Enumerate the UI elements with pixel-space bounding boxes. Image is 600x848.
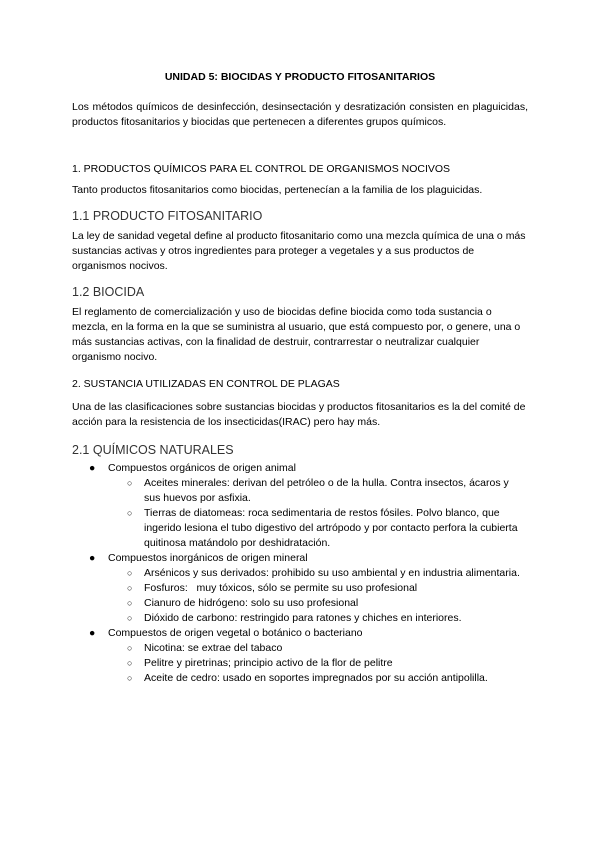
list-item-text: Fosfuros: muy tóxicos, sólo se permite su uso profesional [144, 582, 418, 594]
circle-bullet-icon: ○ [127, 643, 133, 653]
list-item-group [72, 626, 528, 686]
section-1-text: Tanto productos fitosanitarios como biocidas, pertenecían a la familia de los plaguicidas. [72, 184, 483, 196]
list-item [72, 506, 528, 551]
circle-bullet-icon: ○ [127, 478, 133, 488]
list-item-text: Aceite de cedro: usado en soportes impregnados por su acción antipolilla. [144, 672, 488, 684]
section-1-2-text: El reglamento de comercialización y uso de biocidas define biocida como toda sustancia o mezcla, en la forma en la que se suministra al usuario, que está compuesto por, o genere, una o más sustancias activas, con la finalidad de destruir, contrarrestar o neutralizar cualquier organismo nocivo. [72, 306, 521, 363]
circle-bullet-icon: ○ [127, 613, 133, 623]
list-item-text: Dióxido de carbono: restringido para ratones y chiches en interiores. [144, 612, 462, 624]
bullet-icon: ● [89, 462, 96, 474]
group-label: Compuestos inorgánicos de origen mineral [108, 552, 308, 564]
list-item [72, 476, 528, 506]
list-item [72, 566, 528, 581]
section-2-1-heading: 2.1 QUÍMICOS NATURALES [72, 443, 234, 457]
list-item-text: Pelitre y piretrinas; principio activo de la flor de pelitre [144, 657, 393, 669]
circle-bullet-icon: ○ [127, 658, 133, 668]
section-2-heading: 2. SUSTANCIA UTILIZADAS EN CONTROL DE PLAGAS [72, 378, 340, 390]
list-item [72, 611, 528, 626]
list-item-text: Cianuro de hidrógeno: solo su uso profesional [144, 597, 359, 609]
list-item [72, 581, 528, 596]
list-item-text: Arsénicos y sus derivados: prohibido su uso ambiental y en industria alimentaria. [144, 567, 520, 579]
list-item [72, 671, 528, 686]
list-item-group [72, 551, 528, 626]
document-title: UNIDAD 5: BIOCIDAS Y PRODUCTO FITOSANITARIOS [164, 71, 436, 83]
circle-bullet-icon: ○ [127, 673, 133, 683]
document-body [72, 70, 528, 686]
section-1-heading: 1. PRODUCTOS QUÍMICOS PARA EL CONTROL DE ORGANISMOS NOCIVOS [72, 163, 451, 175]
list-item [72, 596, 528, 611]
group-label: Compuestos orgánicos de origen animal [108, 462, 296, 474]
list-item [72, 641, 528, 656]
bullet-icon: ● [89, 552, 96, 564]
sub-list [72, 476, 528, 551]
section-1-1-heading: 1.1 PRODUCTO FITOSANITARIO [72, 209, 263, 223]
section-2-text: Una de las clasificaciones sobre sustancias biocidas y productos fitosanitarios es la del comité de acción para la resistencia de los insecticidas(IRAC) pero hay más. [72, 401, 526, 428]
bullet-icon: ● [89, 627, 96, 639]
sub-list [72, 566, 528, 626]
natural-chemicals-list [72, 461, 528, 686]
section-1-2-heading: 1.2 BIOCIDA [72, 285, 145, 299]
circle-bullet-icon: ○ [127, 583, 133, 593]
list-item-group [72, 461, 528, 551]
group-label: Compuestos de origen vegetal o botánico o bacteriano [108, 627, 363, 639]
list-item-text: Tierras de diatomeas: roca sedimentaria de restos fósiles. Polvo blanco, que ingerido lesiona el tubo digestivo del artrópodo y por contacto perfora la cubierta quitinosa matándolo por deshidratación. [144, 507, 518, 549]
list-item [72, 656, 528, 671]
sub-list [72, 641, 528, 686]
list-item-text: Aceites minerales: derivan del petróleo o de la hulla. Contra insectos, ácaros y sus huevos por asfixia. [144, 477, 509, 504]
circle-bullet-icon: ○ [127, 568, 133, 578]
list-item-text: Nicotina: se extrae del tabaco [144, 642, 283, 654]
section-1-1-text: La ley de sanidad vegetal define al producto fitosanitario como una mezcla química de una o más sustancias activas y otros ingredientes para proteger a vegetales y a sus productos de organismos nocivos. [72, 230, 526, 272]
circle-bullet-icon: ○ [127, 598, 133, 608]
circle-bullet-icon: ○ [127, 508, 133, 518]
intro-paragraph: Los métodos químicos de desinfección, desinsectación y desratización consisten en plaguicidas, productos fitosanitarios y biocidas que pertenecen a diferentes grupos químicos. [72, 101, 528, 128]
